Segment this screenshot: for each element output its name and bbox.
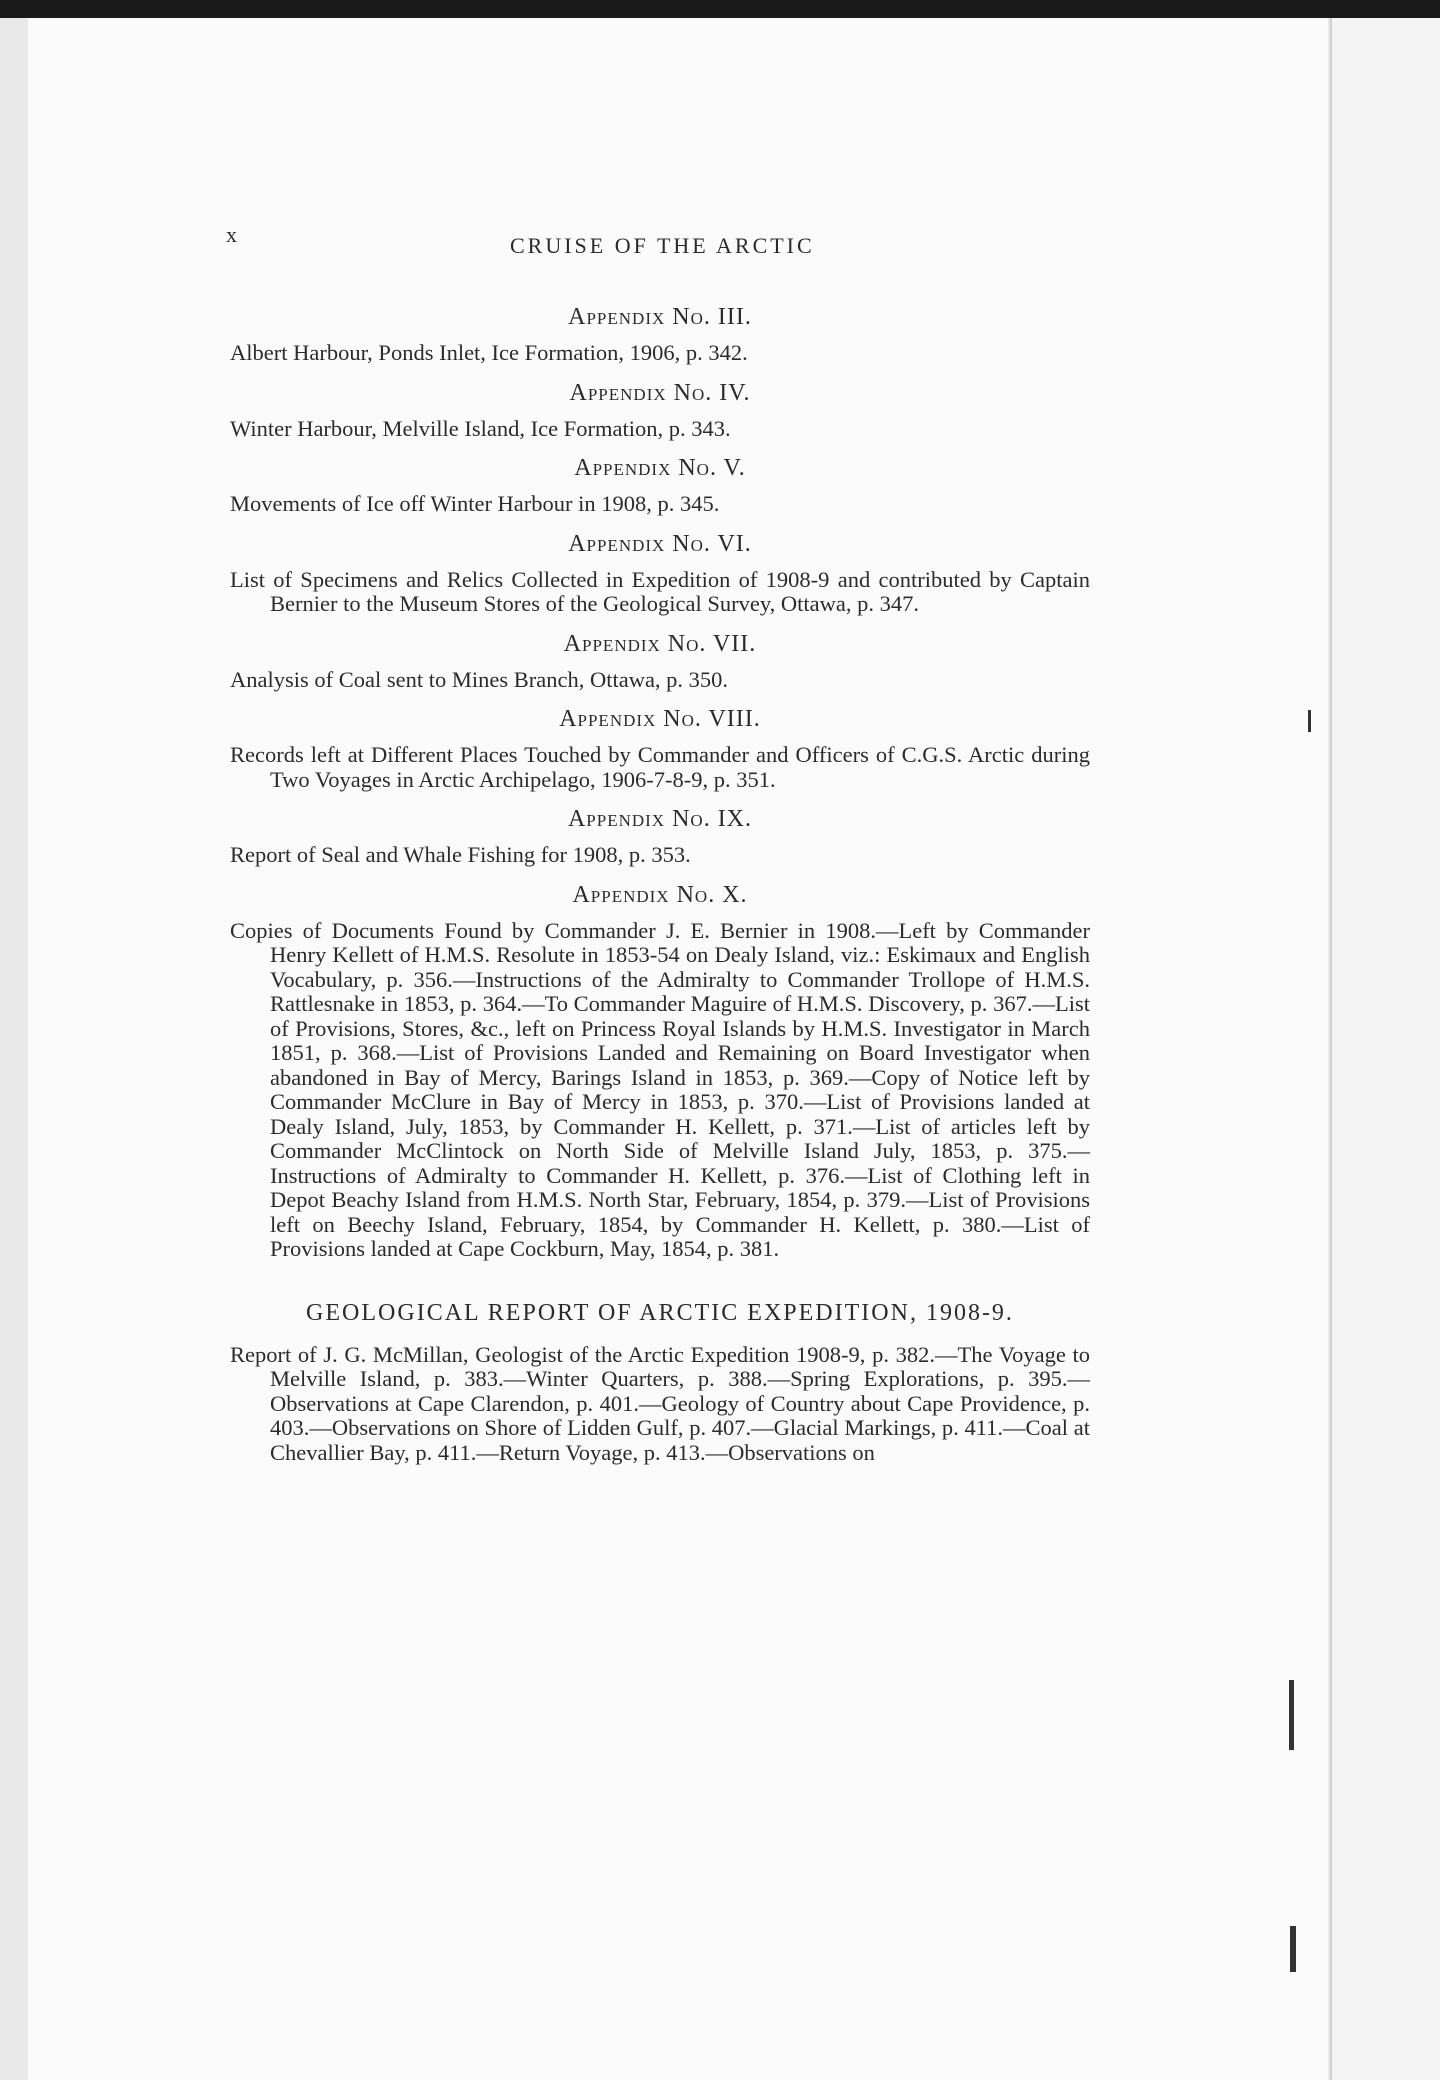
appendix-entry: Movements of Ice off Winter Harbour in 1908, p. 345. [230,491,720,516]
appendix-heading: Appendix No. VI. [568,530,752,557]
appendix-entry: Analysis of Coal sent to Mines Branch, Ottawa, p. 350. [230,666,729,692]
scan-speck [1308,710,1311,732]
appendix-heading: Appendix No. X. [572,881,748,908]
facing-page-edge [1330,18,1440,2080]
running-head: CRUISE OF THE ARCTIC [510,233,815,258]
scan-speck [1289,1680,1294,1750]
appendix-heading: Appendix No. VII. [563,630,757,657]
appendix-entry: Report of Seal and Whale Fishing for 1908, p. 353. [230,842,691,867]
appendix-entry: Copies of Documents Found by Commander J. E. Bernier in 1908.—Left by Commander Henry Kellett of H.M.S. Resolute in 1853-54 on Dealy Island, viz.: Eskimaux and English Vocabulary, p. 356.—Instructions of the Admiralty to Commander Trollope of H.M.S. Rattlesnake in 1853, p. 364.—To Commander Maguire of H.M.S. Discovery, p. 367.—List of Provisions, Stores, &c., left on Princess Royal Islands by H.M.S. Investigator in March 1851, p. 368.—List of Provisions Landed and Remaining on Board Investigator when abandoned in Bay of Mercy, Barings Island in 1853, p. 369.—Copy of Notice left by Commander McClure in Bay of Mercy in 1853, p. 370.—List of Provisions landed at Dealy Island, July, 1853, by Commander H. Kellett, p. 371.—List of articles left by Commander McClintock on North Side of Melville Island July, 1853, p. 375.—Instructions of Admiralty to Commander H. Kellett, p. 376.—List of Clothing left in Depot Beachy Island from H.M.S. North Star, February, 1854, p. 379.—List of Provisions left on Beechy Island, February, 1854, by Commander H. Kellett, p. 380.—List of Provisions landed at Cape Cockburn, May, 1854, p. 381. [230,917,1090,1261]
contents-body [230,290,1090,1477]
appendix-heading: Appendix No. VIII. [559,706,761,732]
appendix-heading: Appendix No. IV. [569,379,751,406]
page-number: x [226,222,238,247]
appendix-heading: Appendix No. V. [574,455,746,481]
appendix-heading: Appendix No. III. [568,304,752,330]
geological-report-heading: GEOLOGICAL REPORT OF ARCTIC EXPEDITION, 1908-9. [306,1299,1014,1326]
appendix-entry: Records left at Different Places Touched by Commander and Officers of C.G.S. Arctic during Two Voyages in Arctic Archipelago, 1906-7-8-9, p. 351. [230,742,1090,792]
appendix-entry: Albert Harbour, Ponds Inlet, Ice Formation, 1906, p. 342. [230,340,748,365]
appendix-entry: Winter Harbour, Melville Island, Ice Formation, p. 343. [230,415,731,441]
scan-top-band [0,0,1440,18]
geological-report-entry: Report of J. G. McMillan, Geologist of the Arctic Expedition 1908-9, p. 382.—The Voyage to Melville Island, p. 383.—Winter Quarters, p. 388.—Spring Explorations, p. 395.—Observations at Cape Clarendon, p. 401.—Geology of Country about Cape Providence, p. 403.—Observations on Shore of Lidden Gulf, p. 407.—Glacial Markings, p. 411.—Coal at Chevallier Bay, p. 411.—Return Voyage, p. 413.—Observations on [230,1341,1090,1465]
appendix-entry: List of Specimens and Relics Collected in Expedition of 1908-9 and contributed by Captain Bernier to the Museum Stores of the Geological Survey, Ottawa, p. 347. [230,566,1090,616]
scan-speck [1290,1926,1296,1972]
appendix-heading: Appendix No. IX. [567,806,753,832]
